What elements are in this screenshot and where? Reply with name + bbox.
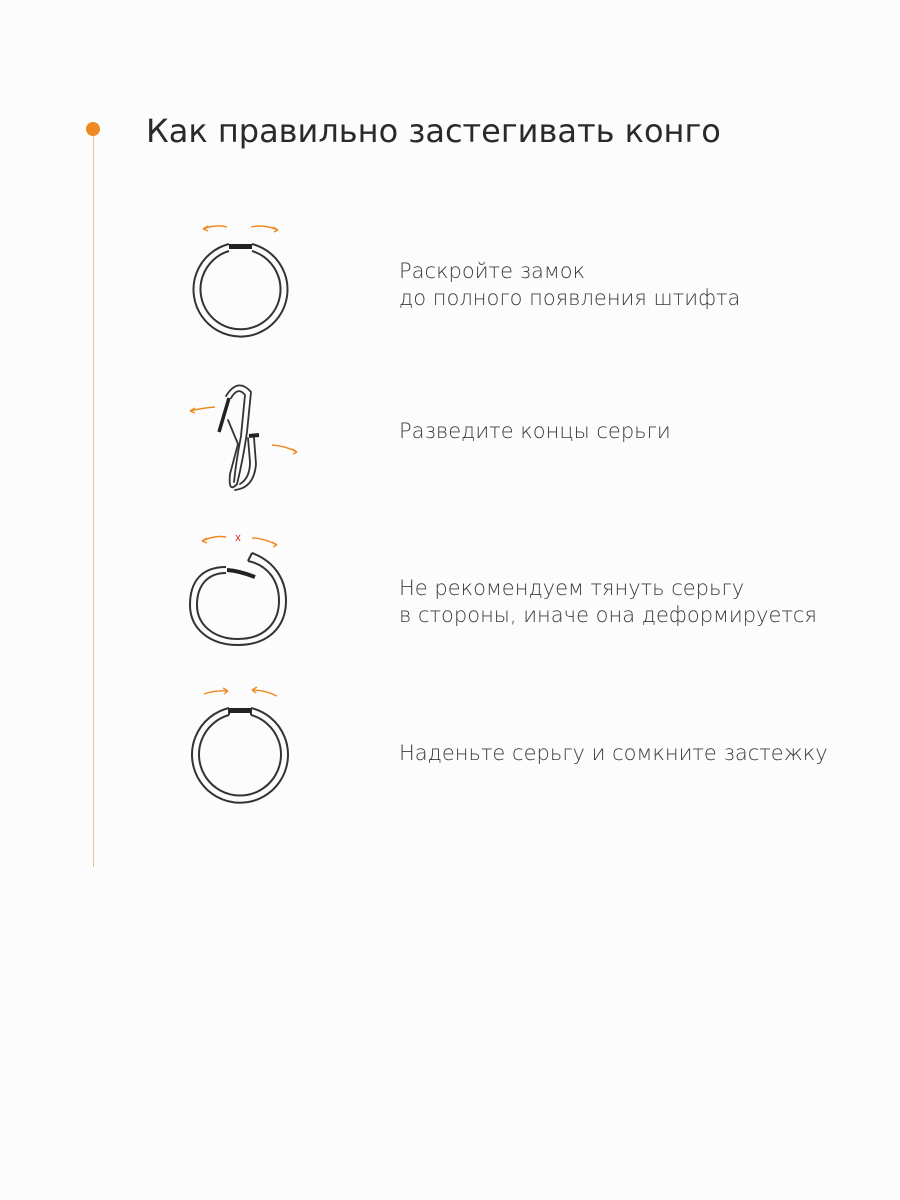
step-1-line-2: до полного появления штифта [399, 286, 741, 310]
step-1-text [399, 258, 740, 312]
hoop-open-arrows-icon [180, 215, 300, 345]
hoop-side-spread-icon [180, 372, 310, 502]
step-3-line-1: Не рекомендуем тянуть серьгу [399, 576, 745, 600]
warning-x-mark: x [235, 532, 241, 544]
step-4-text [399, 740, 828, 767]
step-1-line-1: Раскройте замок [399, 259, 586, 283]
timeline-dot [86, 122, 100, 136]
step-3-text [399, 575, 817, 629]
step-3-line-2: в стороны, иначе она деформируется [399, 603, 817, 627]
hoop-close-arrows-icon [180, 680, 300, 810]
step-4-line-1: Наденьте серьгу и сомкните застежку [399, 741, 828, 765]
step-2-text [399, 418, 671, 445]
timeline-line [93, 130, 94, 867]
page-title: Как правильно застегивать конго [146, 112, 721, 150]
step-2-line-1: Разведите концы серьги [399, 419, 671, 443]
hoop-deformed-warning-icon [180, 525, 300, 655]
